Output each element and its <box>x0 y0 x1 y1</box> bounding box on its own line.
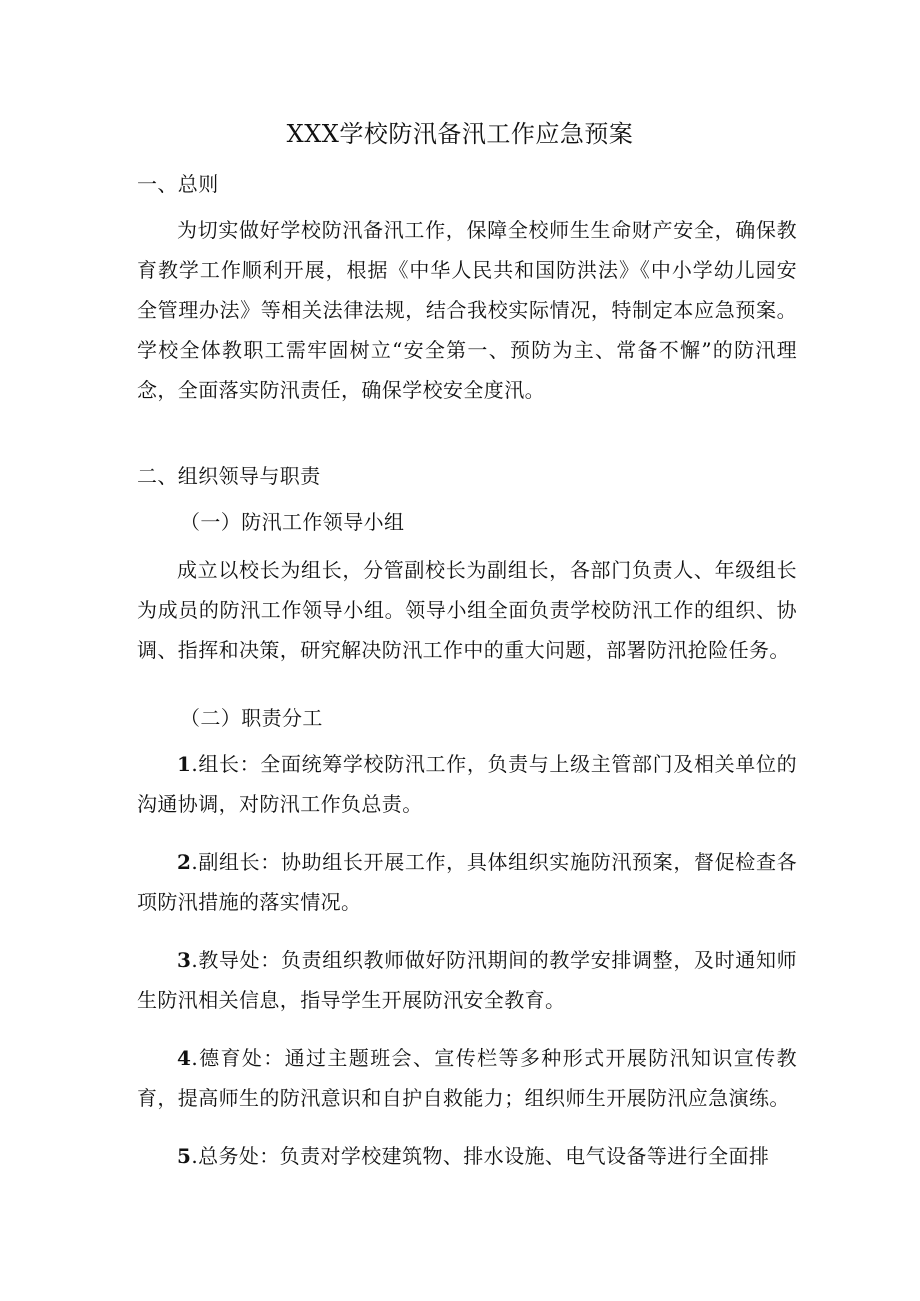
duty-number: 4 <box>177 1046 192 1070</box>
duty-number: 3 <box>177 948 192 972</box>
duty-text: .组长：全面统筹学校防汛工作，负责与上级主管部门及相关单位的沟通协调，对防汛工作负总责。 <box>137 752 797 816</box>
duty-number: 1 <box>177 752 192 776</box>
duty-text: .德育处：通过主题班会、宣传栏等多种形式开展防汛知识宣传教育，提高师生的防汛意识和自护自救能力；组织师生开展防汛应急演练。 <box>137 1046 797 1110</box>
duty-item <box>137 744 797 824</box>
duty-item <box>137 842 797 922</box>
duty-item <box>137 940 797 1020</box>
duty-text: .教导处：负责组织教师做好防汛期间的教学安排调整，及时通知师生防汛相关信息，指导学生开展防汛安全教育。 <box>137 948 797 1012</box>
subsection-heading-leading-group: （一）防汛工作领导小组 <box>180 510 405 534</box>
duty-number: 5 <box>177 1144 192 1168</box>
paragraph-general: 为切实做好学校防汛备汛工作，保障全校师生生命财产安全，确保教育教学工作顺利开展，根据《中华人民共和国防洪法》《中小学幼儿园安全管理办法》等相关法律法规，结合我校实际情况，特制定本应急预案。学校全体教职工需牢固树立“安全第一、预防为主、常备不懈”的防汛理念，全面落实防汛责任，确保学校安全度汛。 <box>137 218 797 402</box>
paragraph-leading-group: 成立以校长为组长，分管副校长为副组长，各部门负责人、年级组长为成员的防汛工作领导小组。领导小组全面负责学校防汛工作的组织、协调、指挥和决策，研究解决防汛工作中的重大问题，部署防汛抢险任务。 <box>137 558 797 662</box>
document-title: XXX学校防汛备汛工作应急预案 <box>286 120 634 148</box>
duty-text: .副组长：协助组长开展工作，具体组织实施防汛预案，督促检查各项防汛措施的落实情况。 <box>137 850 797 914</box>
section-heading-general: 一、总则 <box>137 172 219 196</box>
section-heading-organization: 二、组织领导与职责 <box>137 464 321 488</box>
duty-item <box>137 1038 797 1118</box>
duty-item <box>137 1136 797 1176</box>
duty-number: 2 <box>177 850 192 874</box>
subsection-heading-duties: （二）职责分工 <box>180 706 323 730</box>
duty-text: .总务处：负责对学校建筑物、排水设施、电气设备等进行全面排 <box>191 1144 770 1168</box>
